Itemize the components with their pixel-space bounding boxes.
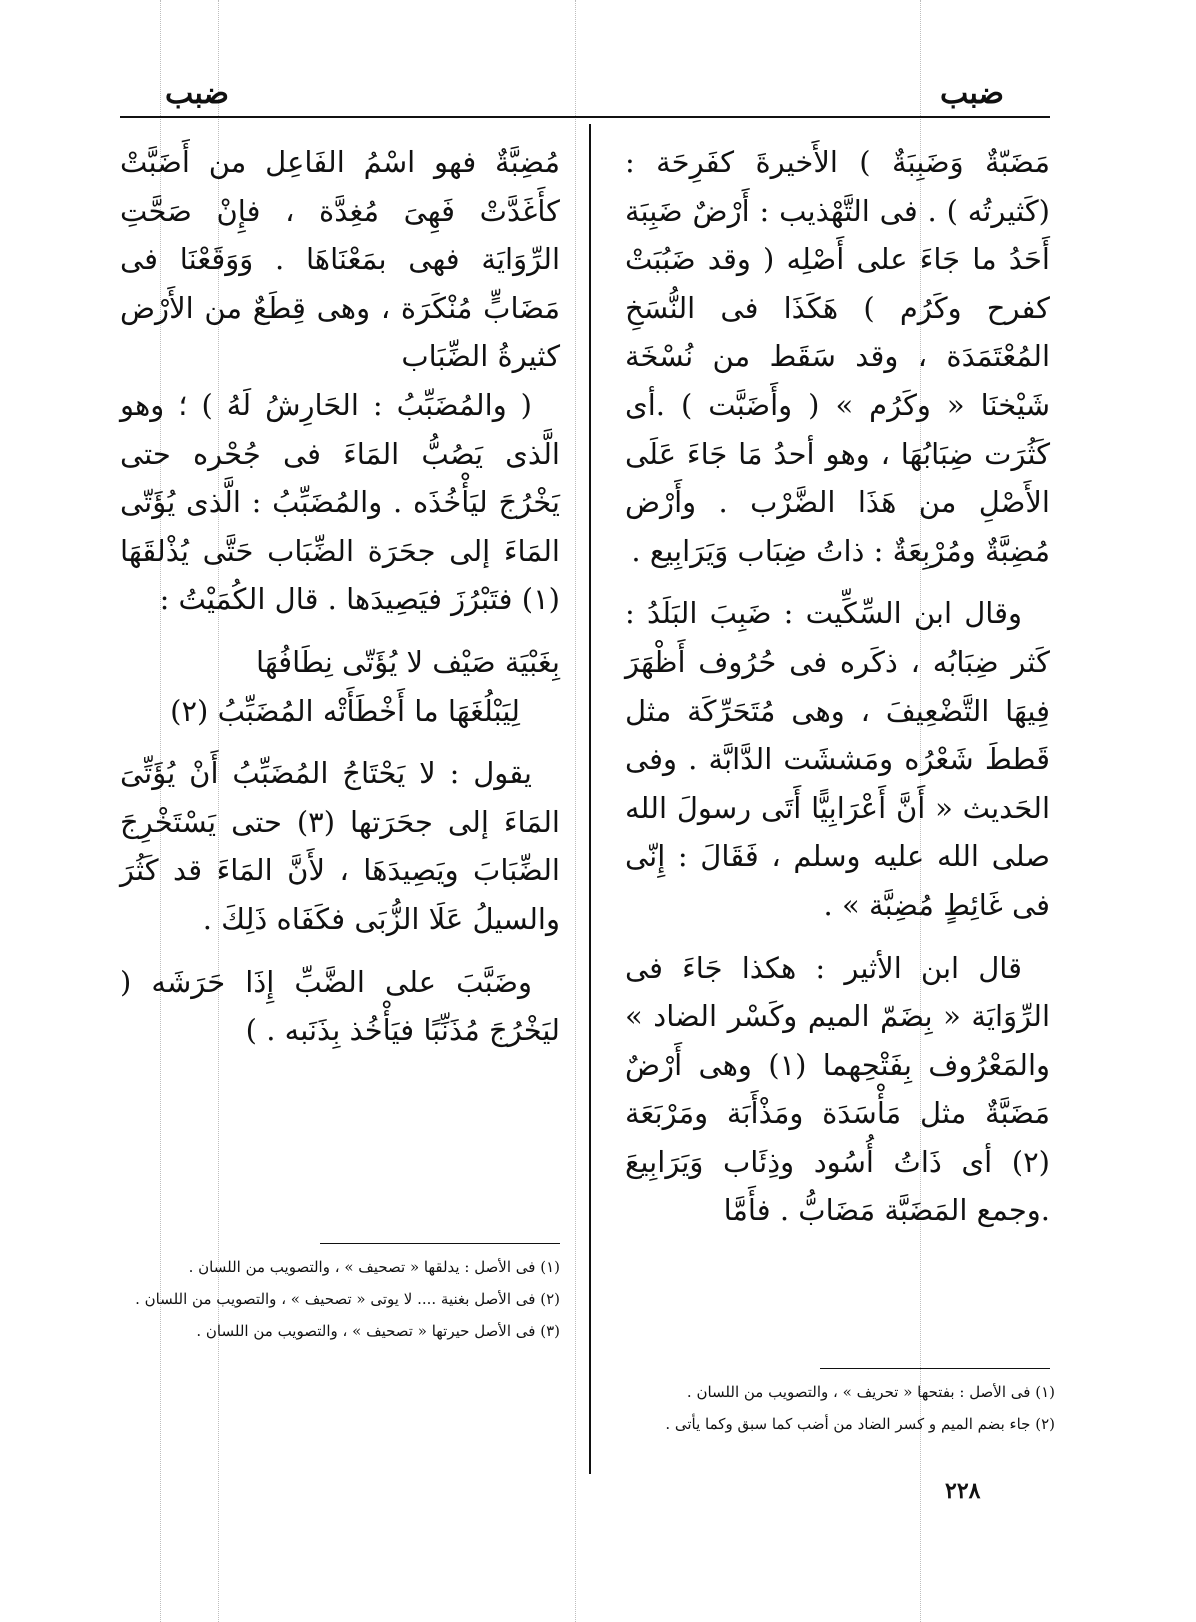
- footnote: (٣) فى الأصل حيرتها « تصحيف » ، والتصويب من اللسان .: [196, 1322, 560, 1340]
- footnote-rule: [820, 1368, 1050, 1369]
- footnote: (٢) فى الأصل بغنية .... لا يوتى « تصحيف » ، والتصويب من اللسان .: [135, 1290, 560, 1308]
- left-paragraph: مُضِبَّةٌ فهو اسْمُ الفَاعِل من أَضَبَّتْ كأَغَدَّتْ فَهِىَ مُغِدَّة ، فإِنْ صَحَّتِ الرِّوَايَة فهى بمَعْنَاهَا . وَوَقَعْنَا فى مَضَابٍّ مُنْكَرَة ، وهى قِطَعٌ من الأَرْض كثيرةُ الضِّبَاب: [120, 145, 560, 374]
- left-column: [120, 138, 560, 1055]
- footnote: (١) فى الأصل : يدلقها « تصحيف » ، والتصويب من اللسان .: [188, 1258, 560, 1276]
- running-head-right: ضبب: [940, 76, 1004, 111]
- footnote: (١) فى الأصل : بفتحها « تحريف » ، والتصويب من اللسان .: [686, 1383, 1055, 1401]
- scan-guide-line: [575, 0, 576, 1622]
- right-footnotes: [625, 1380, 1055, 1444]
- header-rule: [120, 116, 1050, 118]
- footnote-rule: [320, 1243, 560, 1244]
- left-paragraph: يقول : لا يَحْتَاجُ المُضَبِّبُ أَنْ يُؤَتِّىَ المَاءَ إلى جحَرَتها (٣) حتى يَسْتَخْرِجَ الضِّبَابَ ويَصِيدَهَا ، لأَنَّ المَاءَ قد كَثُرَ والسيلُ عَلَا الزُّبَى فكَفَاه ذَلِكَ .: [120, 756, 560, 936]
- right-paragraph: وقال ابن السِّكِّيت : ضَبِبَ البَلَدُ : كَثر ضِبَابُه ، ذكَره فى حُرُوف أَظْهَرَ فِيهَا التَّضْعِيفَ ، وهى مُتَحَرِّكَة مثل قَططَ شَعْرُه ومَششَت الدَّابَّة . وفى الحَديث « أَنَّ أَعْرَابِيًّا أَتَى رسولَ الله صلى الله عليه وسلم ، فَقَالَ : إِنّى فى غَائِطٍ مُضِبَّة » .: [625, 596, 1050, 922]
- right-column: [625, 138, 1050, 1235]
- left-paragraph: ( والمُضَبِّبُ : الحَارِشُ لَهُ ) ؛ وهو الَّذى يَصُبُّ المَاءَ فى جُحْره حتى يَخْرُجَ ليَأْخُذَه . والمُضَبِّبُ : الَّذى يُؤَتّى المَاءَ إلى جحَرَة الضِّبَاب حَتَّى يُذْلقَهَا (١) فتَبْرُزَ فيَصِيدَها . قال الكُمَيْتُ :: [120, 387, 560, 617]
- page-number: ٢٢٨: [945, 1478, 981, 1504]
- poem: [120, 638, 560, 735]
- footnote: (٢) جاء بضم الميم و كسر الضاد من أضب كما سبق وكما يأتى .: [665, 1415, 1055, 1433]
- left-footnotes: [120, 1255, 560, 1351]
- column-divider: [589, 124, 591, 1474]
- poem-verse: لِيَبْلُغَهَا ما أَخْطَأَتْه المُضَبِّبُ (٢): [170, 693, 520, 728]
- running-head-left: ضبب: [165, 76, 229, 111]
- right-paragraph: مَضَبّةٌ وَضَبِبَةٌ ) الأَخيرةَ كفَرِحَة : (كَثيرتُه ) . فى التَّهْذيب : أَرْضٌ ضَبِبَة أَحَدُ ما جَاءَ على أَصْلِه ( وقد ضَبُبَتْ كفرح وكَرُم ) هَكَذَا فى النُّسَخِ المُعْتَمَدَة ، وقد سَقَط من نُسْخَة شَيْخنَا « وكَرُم » ( وأَضَبَّت ) .أى كَثُرَت ضِبَابُهَا ، وهو أحدُ مَا جَاءَ عَلَى الأَصْلِ من هَذَا الضَّرْب . وأَرْض مُضِبَّةٌ ومُرْبِعَةٌ : ذاتُ ضِبَاب وَيَرَابِيع .: [625, 145, 1050, 568]
- right-paragraph: قال ابن الأثير : هكذا جَاءَ فى الرِّوَايَة « بِضَمّ الميم وكَسْر الضاد » والمَعْرُوف بِفَتْحِهما (١) وهى أَرْضٌ مَضَبَّةٌ مثل مَأْسَدَة ومَذْأَبَة ومَرْبَعَة (٢) أى ذَاتُ أُسُود وذِئَاب وَيَرَابِيعَ .وجمع المَضَبَّة مَضَابُّ . فأَمَّا: [625, 950, 1051, 1228]
- left-paragraph: وضَبَّبَ على الضَّبِّ إِذَا حَرَشَه ( ليَخْرُجَ مُذَنِّبًا فيَأْخُذ بِذَنَبه . ): [120, 964, 560, 1048]
- poem-verse: بِغَبْيَة صَيْف لا يُؤَتّى نِطَافُهَا: [256, 644, 560, 679]
